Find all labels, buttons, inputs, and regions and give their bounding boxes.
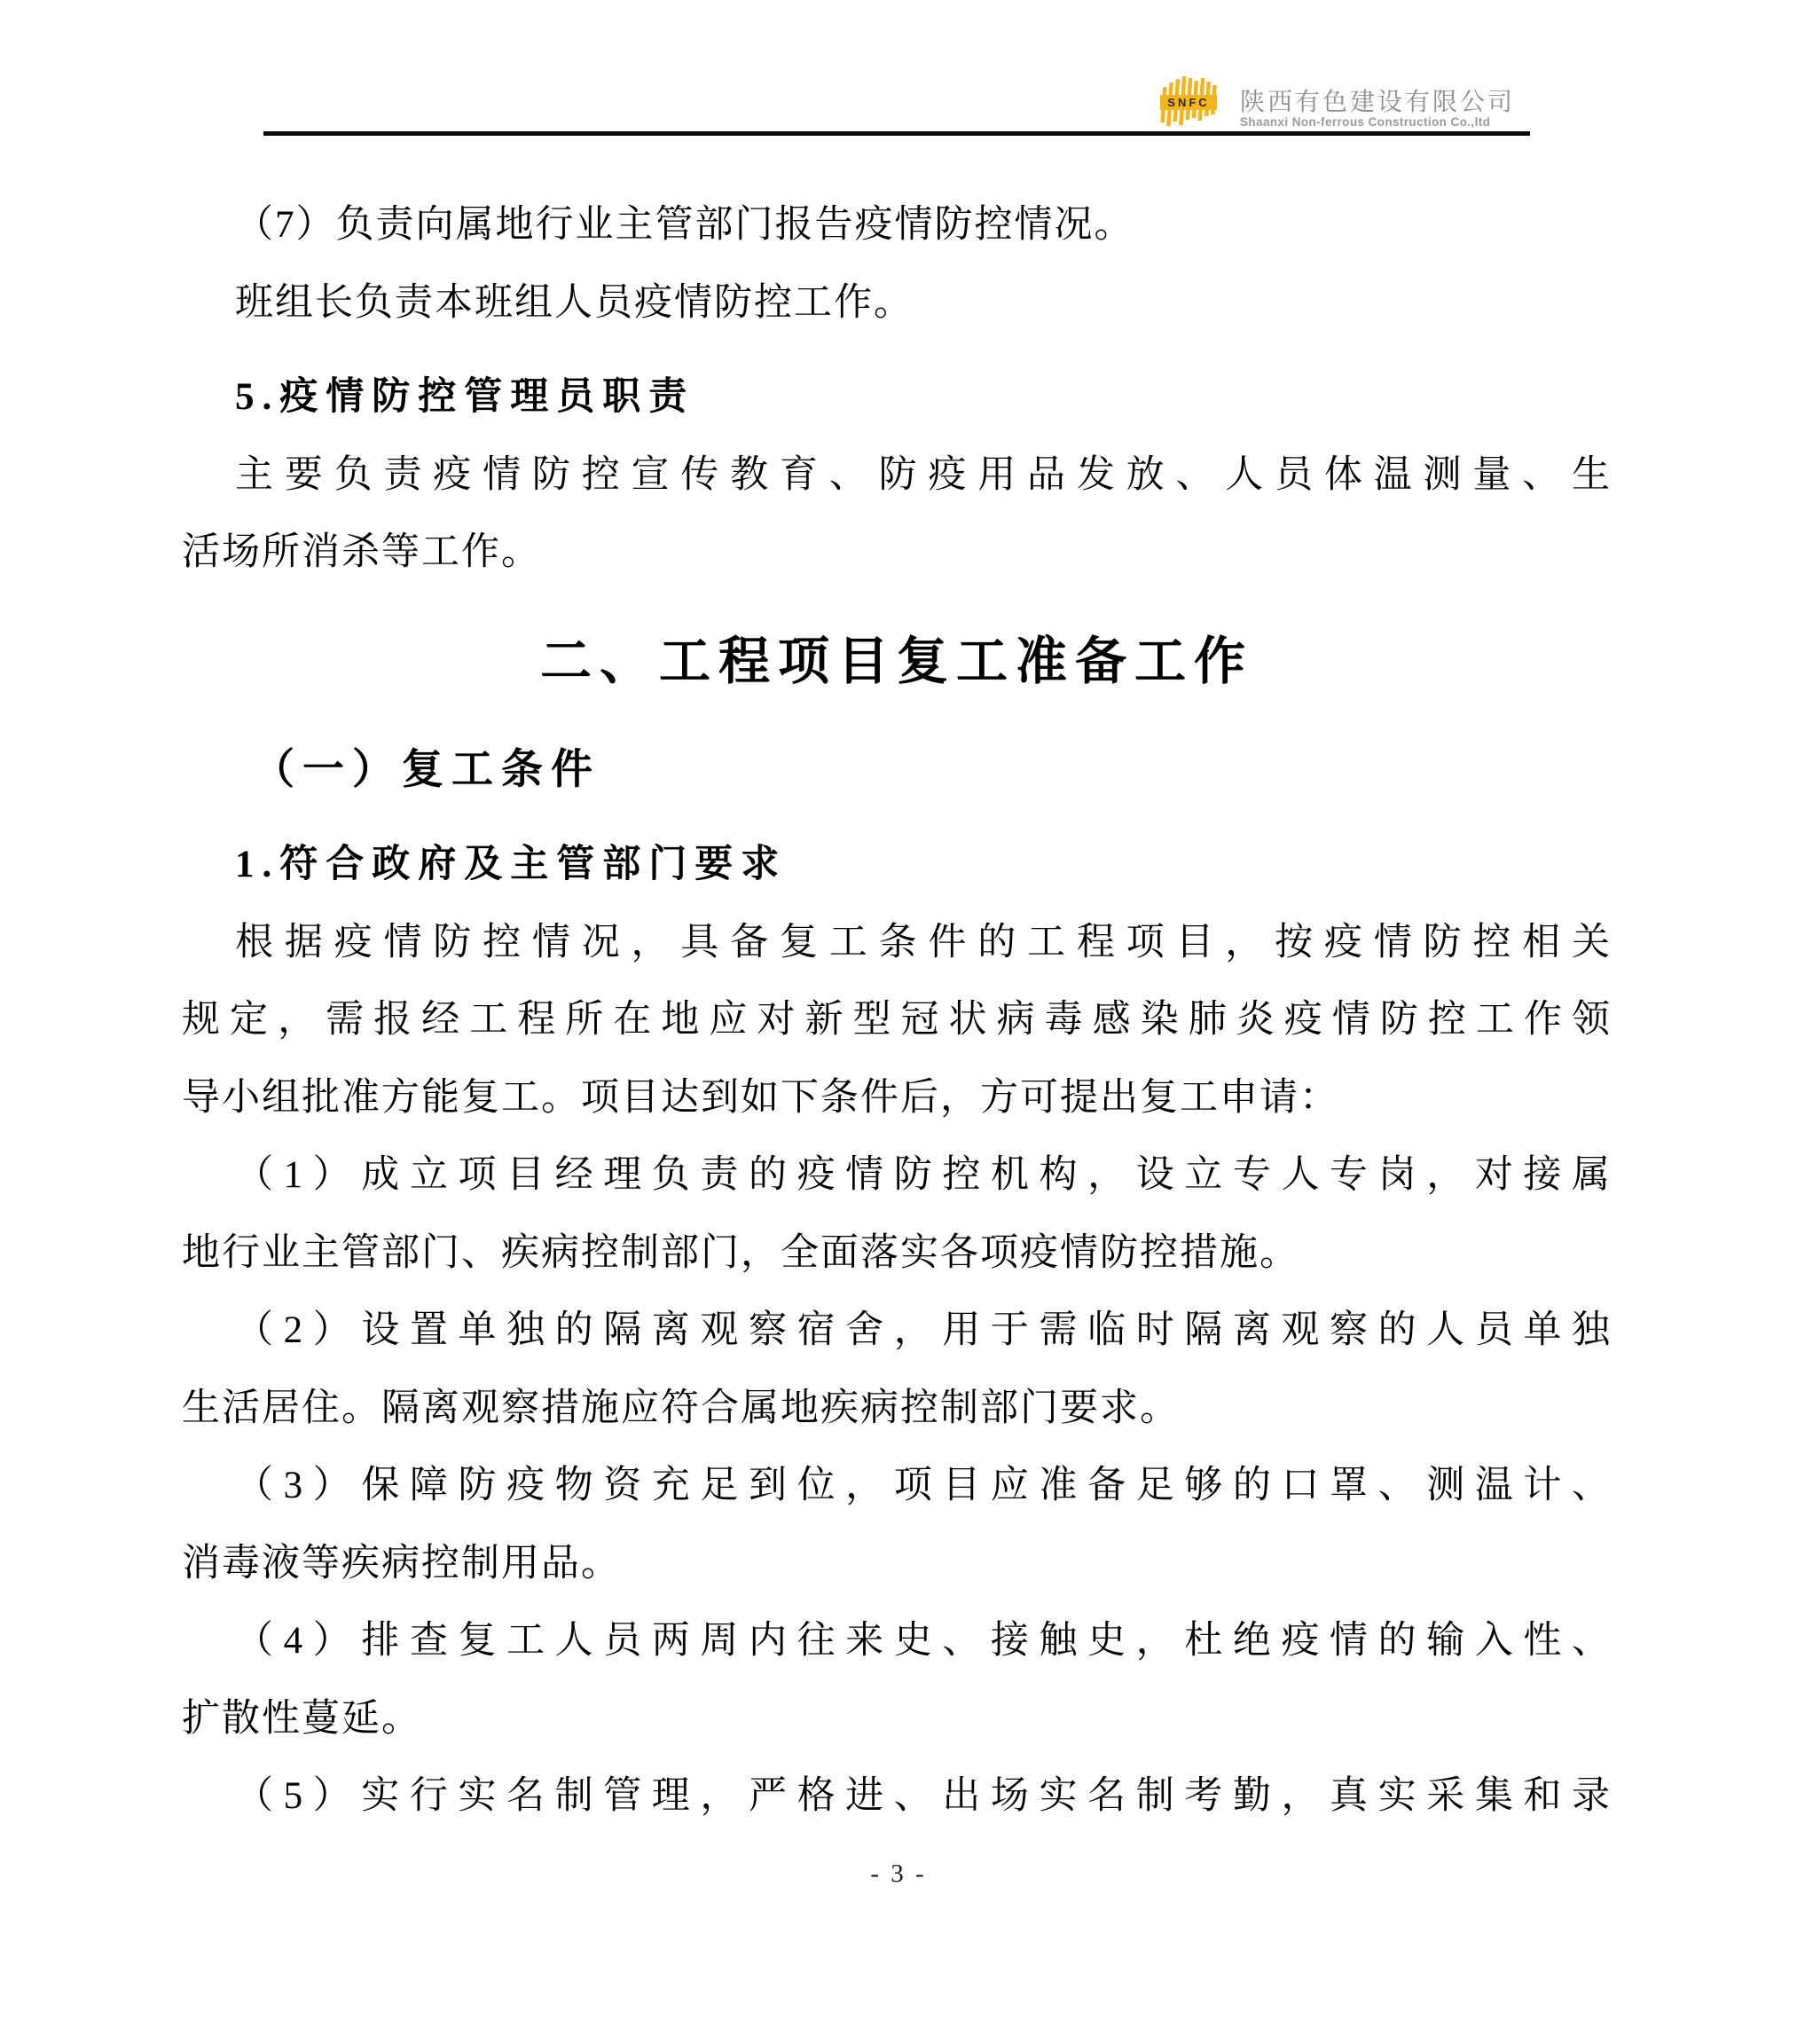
chapter-heading: 二、工程项目复工准备工作 xyxy=(539,632,1253,690)
paragraph-line: 生活居住。隔离观察措施应符合属地疾病控制部门要求。 xyxy=(182,1387,1180,1429)
page-number: - 3 - xyxy=(870,1859,927,1888)
section-heading: （一）复工条件 xyxy=(253,746,600,793)
logo-abbr: SNFC xyxy=(1160,95,1217,110)
header-divider xyxy=(263,131,1530,136)
paragraph-line: 地行业主管部门、疾病控制部门，全面落实各项疫情防控措施。 xyxy=(182,1231,1299,1274)
paragraph-line: （4）排查复工人员两周内往来史、接触史，杜绝疫情的输入性、 xyxy=(235,1620,1612,1662)
document-body xyxy=(182,186,1612,1836)
company-name-en: Shaanxi Non-ferrous Construction Co.,ltd xyxy=(1240,115,1491,129)
paragraph-line: 班组长负责本班组人员疫情防控工作。 xyxy=(235,281,914,324)
paragraph-line: （3）保障防疫物资充足到位，项目应准备足够的口罩、测温计、 xyxy=(235,1465,1612,1506)
company-name-zh: 陕西有色建设有限公司 xyxy=(1240,88,1516,115)
paragraph-line: 主要负责疫情防控宣传教育、防疫用品发放、人员体温测量、生 xyxy=(235,453,1612,496)
paragraph-line: 根据疫情防控情况，具备复工条件的工程项目，按疫情防控相关 xyxy=(235,921,1612,963)
paragraph-line: （2）设置单独的隔离观察宿舍，用于需临时隔离观察的人员单独 xyxy=(235,1309,1612,1351)
paragraph-line: 导小组批准方能复工。项目达到如下条件后，方可提出复工申请： xyxy=(182,1076,1339,1119)
paragraph-line: 消毒液等疾病控制用品。 xyxy=(182,1542,621,1584)
paragraph-line: （5）实行实名制管理，严格进、出场实名制考勤，真实采集和录 xyxy=(235,1775,1612,1817)
paragraph-line: 活场所消杀等工作。 xyxy=(182,531,541,573)
subsection-heading: 1.符合政府及主管部门要求 xyxy=(235,844,788,885)
paragraph-line: 规定，需报经工程所在地应对新型冠状病毒感染肺炎疫情防控工作领 xyxy=(182,999,1612,1041)
heading-duty-manager: 5.疫情防控管理员职责 xyxy=(235,376,695,418)
paragraph-line: （7）负责向属地行业主管部门报告疫情防控情况。 xyxy=(235,204,1134,246)
company-logo xyxy=(1158,76,1515,130)
paragraph-line: （1）成立项目经理负责的疫情防控机构，设立专人专岗，对接属 xyxy=(235,1154,1612,1196)
paragraph-line: 扩散性蔓延。 xyxy=(182,1697,421,1740)
logo-bars-icon xyxy=(1158,76,1222,126)
